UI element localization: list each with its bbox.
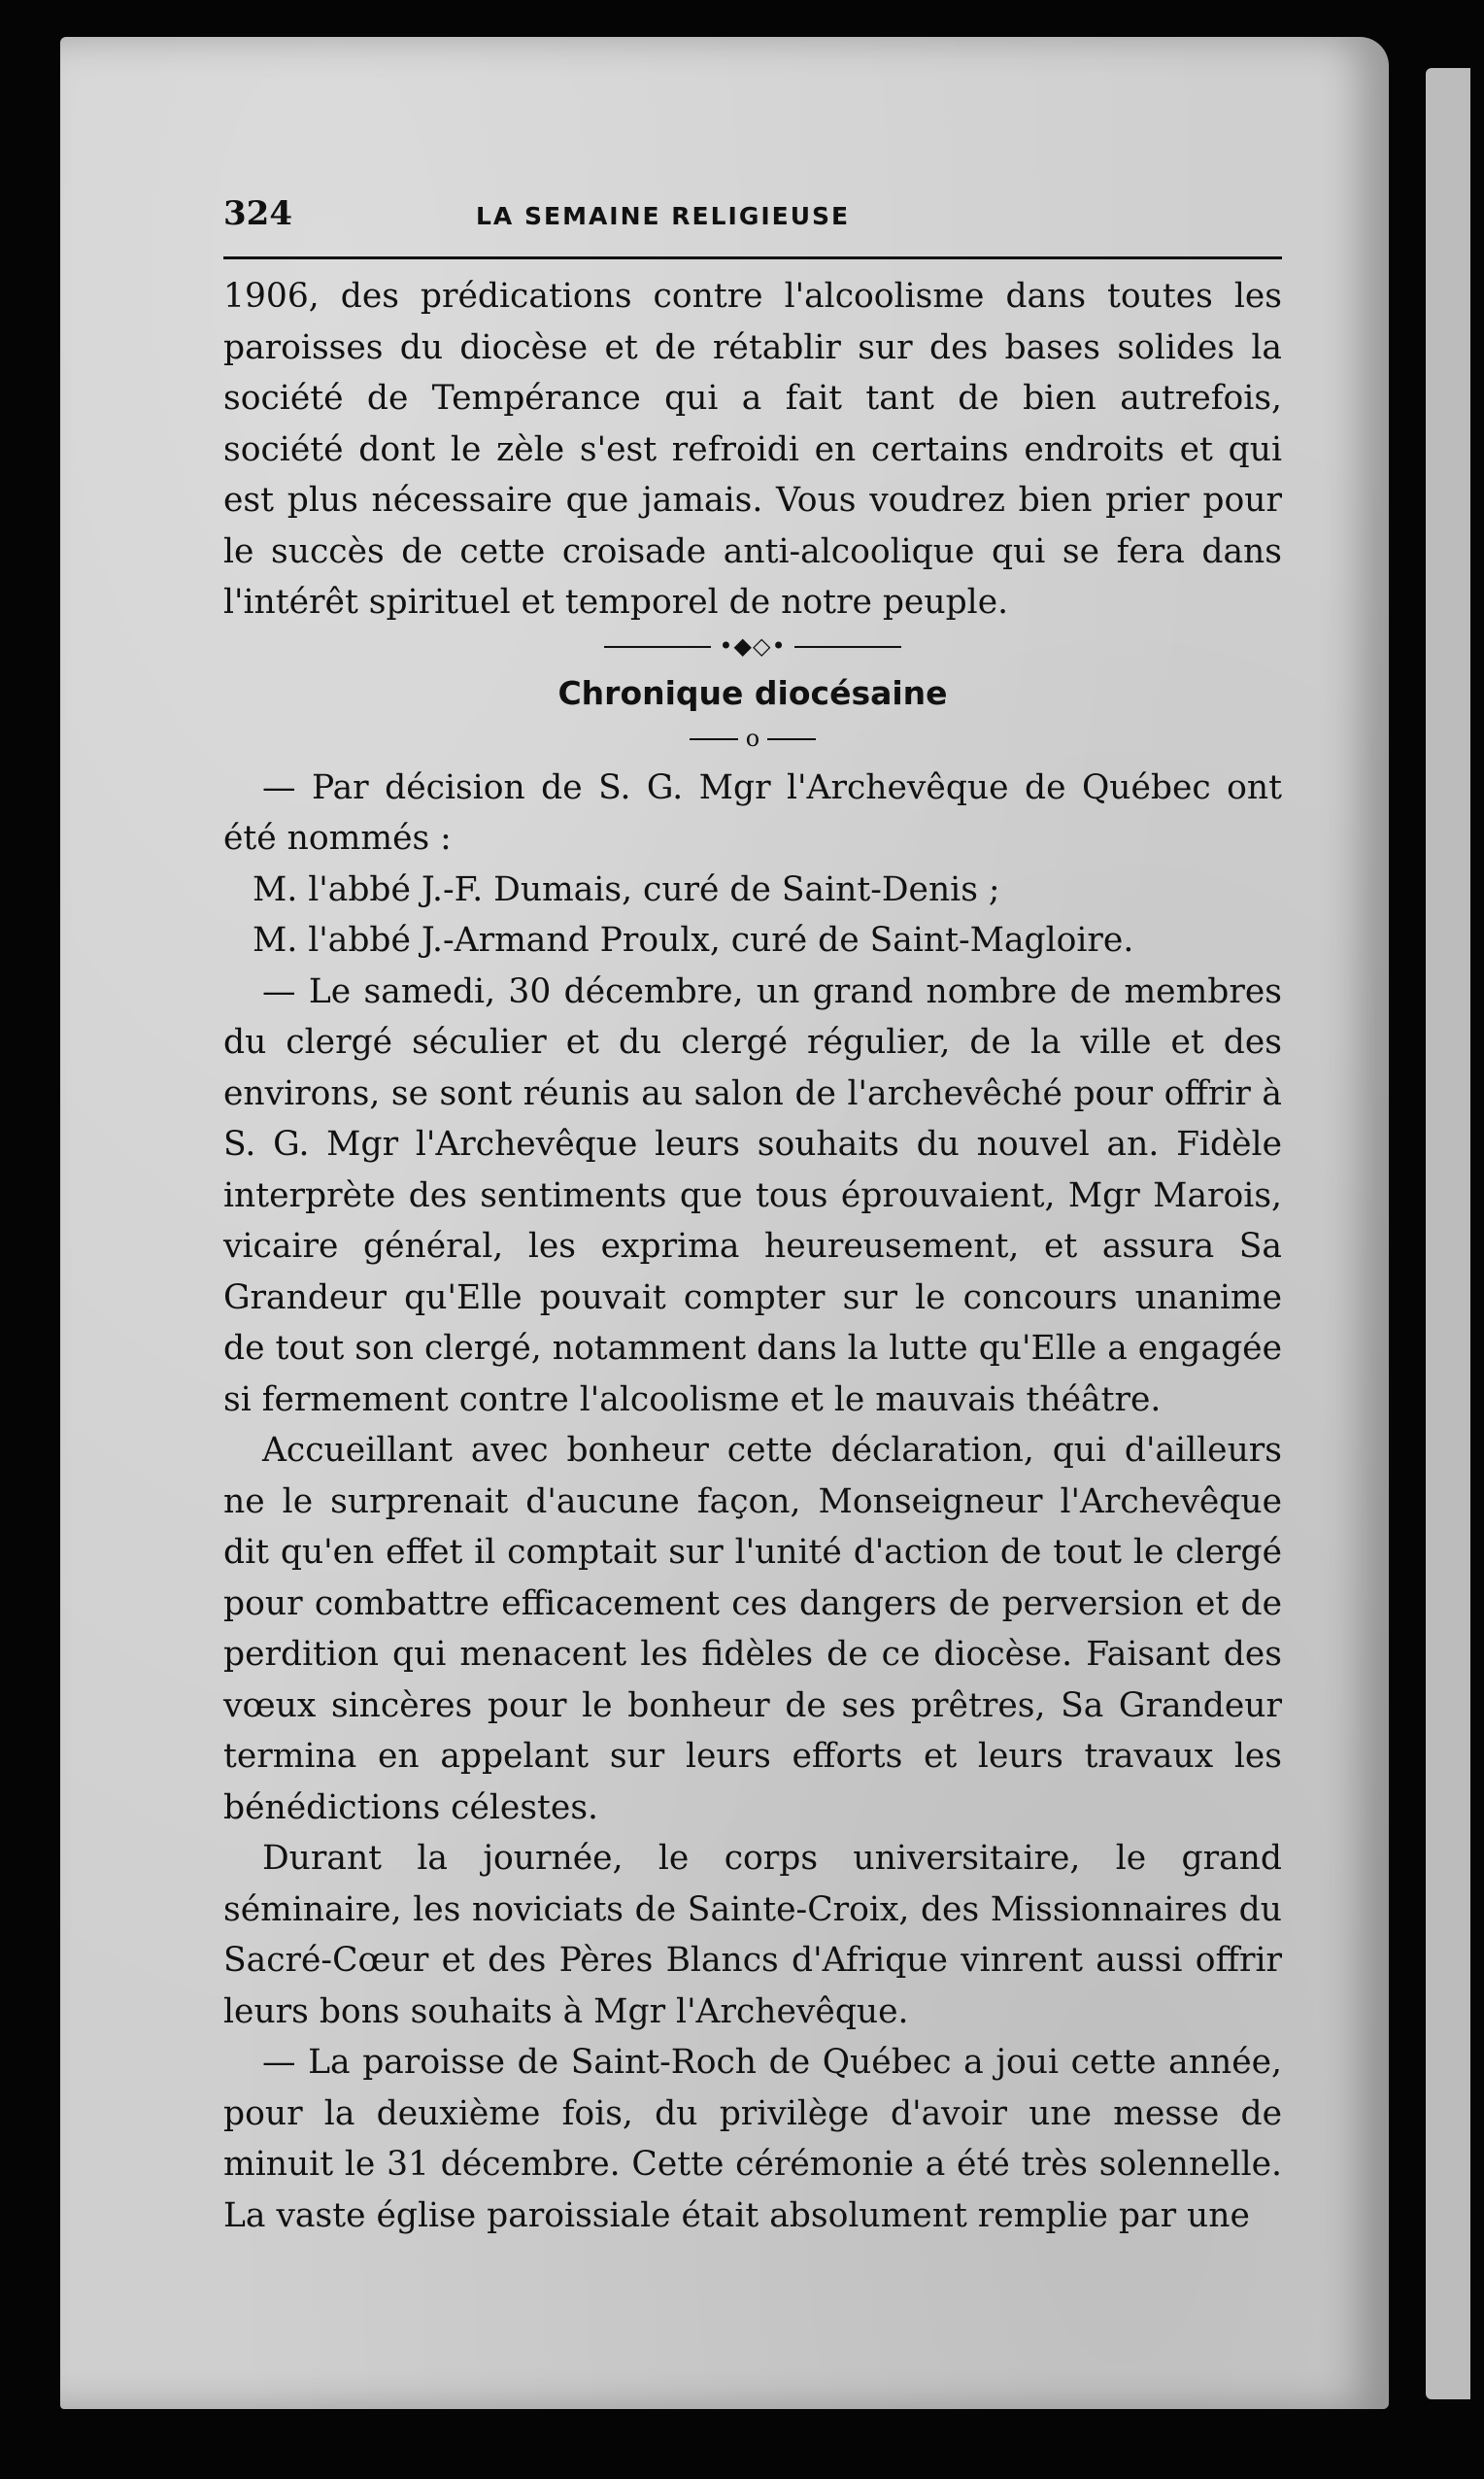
section-separator: [223, 722, 1282, 755]
ornament-divider: [223, 628, 1282, 663]
paragraph-new-year-wishes: — Le samedi, 30 décembre, un grand nombre de membres du clergé séculier et du clergé régulier, de la ville et des environs, se sont réunis au salon de l'archevêché pour offrir à S. G. Mgr l'Archevêque leurs souhaits du nouvel an. Fidèle interprète des sentiments que tous éprouvaient, Mgr Marois, vicaire général, les exprima heureusement, et assura Sa Grandeur qu'Elle pouvait compter sur le concours unanime de tout son clergé, notamment dans la lutte qu'Elle a engagée si fermement contre l'alcoolisme et le mauvais théâtre.: [223, 971, 1282, 1419]
separator-glyph: o: [745, 724, 760, 752]
nomination-item: M. l'abbé J.-Armand Proulx, curé de Saint-Magloire.: [253, 921, 1134, 960]
adjacent-page-edge: [1426, 68, 1470, 2399]
page-number: 324: [223, 194, 292, 233]
intro-paragraph: 1906, des prédications contre l'alcoolisme dans toutes les paroisses du diocèse et de rétablir sur des bases solides la société de Tempérance qui a fait tant de bien autrefois, société dont le zèle s'est refroidi en certains endroits et qui est plus nécessaire que jamais. Vous voudrez bien prier pour le succès de cette croisade anti-alcoolique qui se fera dans l'intérêt spirituel et temporel de notre peuple.: [223, 277, 1282, 622]
separator-rule-left: [690, 738, 738, 740]
nomination-item: M. l'abbé J.-F. Dumais, curé de Saint-Denis ;: [253, 869, 1000, 909]
page-text: [223, 194, 1282, 2241]
header-rule: [223, 256, 1282, 259]
page-header: [223, 194, 1282, 255]
paragraph-archbishop-reply: Accueillant avec bonheur cette déclaration, qui d'ailleurs ne le surprenait d'aucune façon, Monseigneur l'Archevêque dit qu'en effet il comptait sur l'unité d'action de tout le clergé pour combattre efficacement ces dangers de perversion et de perdition qui menacent les fidèles de ce diocèse. Faisant des vœux sincères pour le bonheur de ses prêtres, Sa Grandeur termina en appelant sur leurs efforts et leurs travaux les bénédictions célestes.: [223, 1431, 1282, 1827]
separator-rule-right: [767, 738, 816, 740]
paragraph-saint-roch: — La paroisse de Saint-Roch de Québec a joui cette année, pour la deuxième fois, du privilège d'avoir une messe de minuit le 31 décembre. Cette cérémonie a été très solennelle. La vaste église paroissiale était absolument remplie par une: [223, 2043, 1282, 2235]
ornament-rule-right: [794, 646, 901, 648]
ornament-rule-left: [604, 646, 711, 648]
section-title: Chronique diocésaine: [557, 673, 948, 712]
running-title: LA SEMAINE RELIGIEUSE: [476, 202, 851, 230]
ornament-glyph: •◆◇•: [719, 631, 787, 660]
paragraph-nominations: — Par décision de S. G. Mgr l'Archevêque de Québec ont été nommés :: [223, 767, 1282, 858]
paragraph-visits: Durant la journée, le corps universitaire, le grand séminaire, les noviciats de Sainte-Croix, des Missionnaires du Sacré-Cœur et des Pères Blancs d'Afrique vinrent aussi offrir leurs bons souhaits à Mgr l'Archevêque.: [223, 1839, 1282, 2031]
